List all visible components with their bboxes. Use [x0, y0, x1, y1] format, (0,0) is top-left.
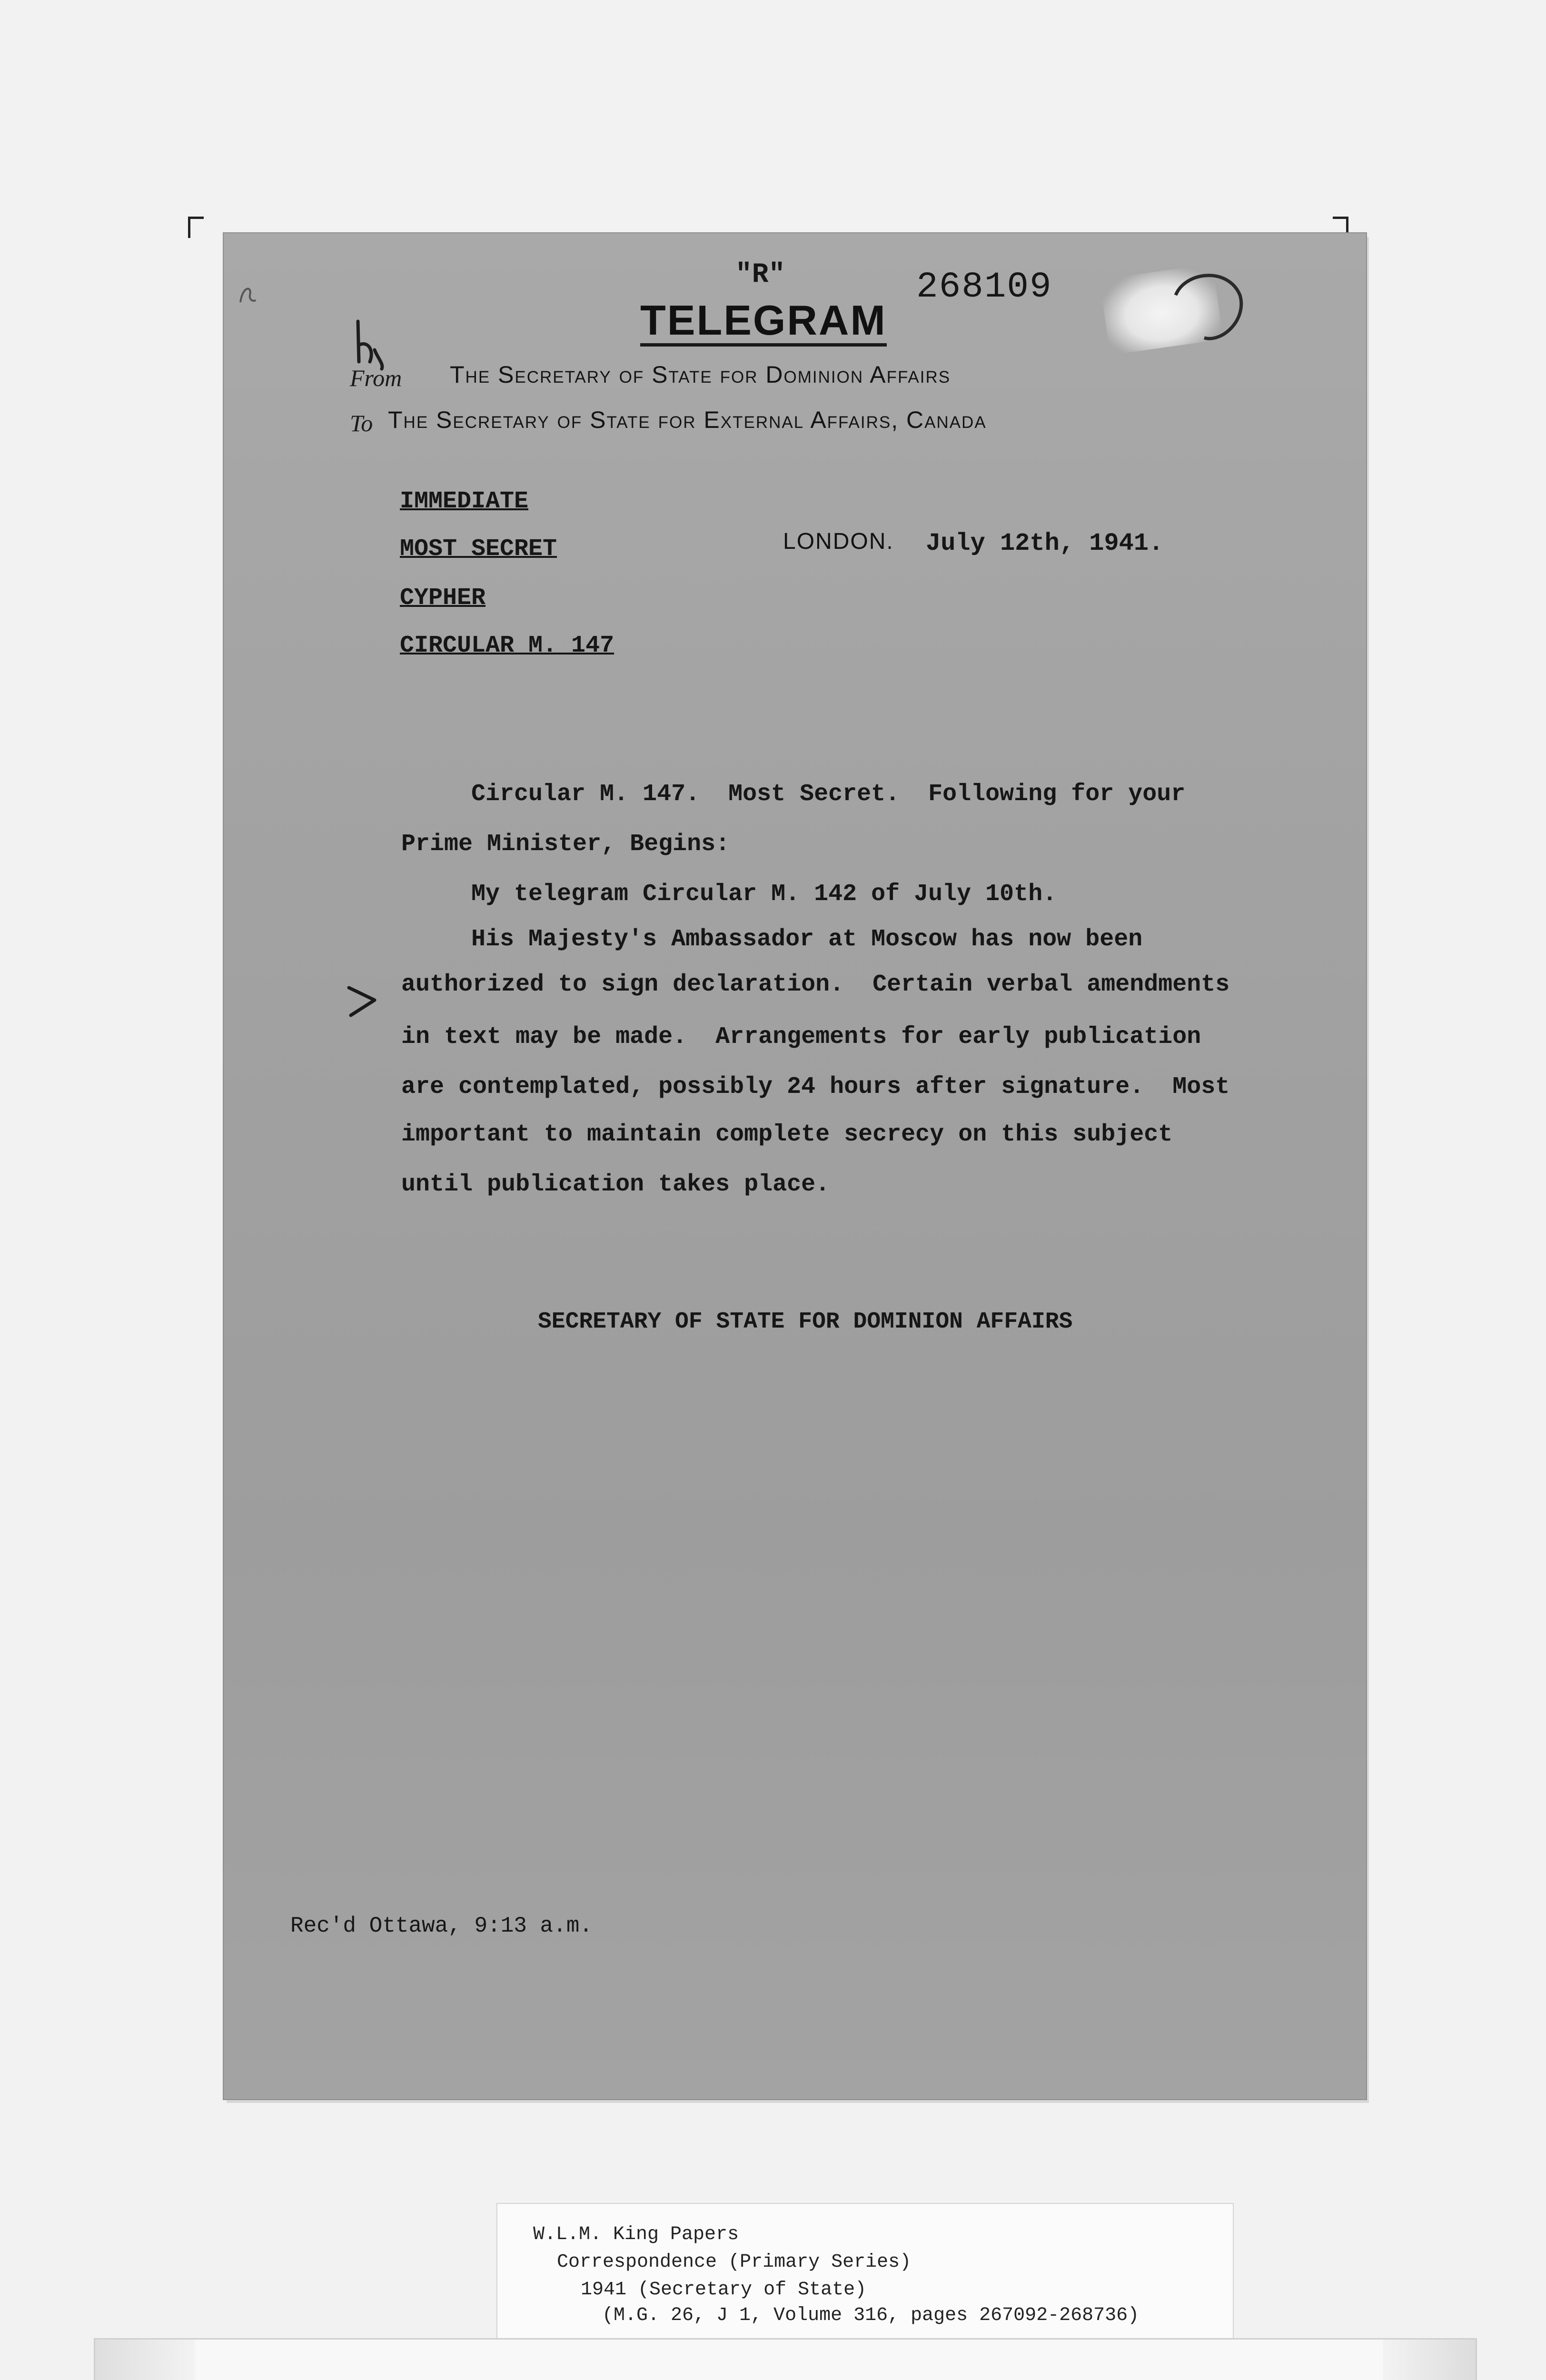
classification-line: MOST SECRET: [400, 536, 557, 563]
slip-line: Correspondence (Primary Series): [557, 2251, 912, 2273]
from-label: From: [350, 365, 402, 391]
slip-line: (M.G. 26, J 1, Volume 316, pages 267092-268736): [602, 2305, 1140, 2326]
body-line: until publication takes place.: [401, 1171, 830, 1198]
body-line: Circular M. 147. Most Secret. Following for your: [471, 781, 1186, 808]
body-line: His Majesty's Ambassador at Moscow has now been: [471, 926, 1143, 953]
body-line: are contemplated, possibly 24 hours after signature. Most: [401, 1073, 1230, 1101]
stamp-ring-mark: [1157, 267, 1247, 352]
to-value: The Secretary of State for External Affairs, Canada: [388, 407, 987, 433]
origin-place: LONDON.: [783, 529, 894, 554]
body-line: in text may be made. Arrangements for early publication: [401, 1023, 1201, 1051]
telegram-sheet: [224, 233, 1366, 2099]
body-line: important to maintain complete secrecy on this subject: [401, 1121, 1173, 1148]
received-note: Rec'd Ottawa, 9:13 a.m.: [290, 1914, 593, 1938]
slip-line: W.L.M. King Papers: [533, 2224, 739, 2245]
handwritten-arrow-icon: [345, 983, 383, 1021]
classification-r-mark: "R": [735, 259, 785, 290]
archive-card: [95, 2340, 1476, 2380]
classification-line: CYPHER: [400, 585, 486, 612]
slip-line: 1941 (Secretary of State): [581, 2279, 867, 2301]
classification-line: IMMEDIATE: [400, 488, 529, 515]
reference-slip: [497, 2204, 1233, 2342]
classification-line: CIRCULAR M. 147: [400, 632, 614, 659]
body-line: authorized to sign declaration. Certain verbal amendments: [401, 971, 1230, 998]
card-right-edge: [1383, 2340, 1476, 2380]
card-left-edge: [95, 2340, 195, 2380]
crop-mark-left: [188, 217, 204, 238]
telegram-date: July 12th, 1941.: [926, 529, 1164, 557]
to-label: To: [350, 410, 373, 436]
from-value: The Secretary of State for Dominion Affairs: [450, 361, 951, 388]
body-line: Prime Minister, Begins:: [401, 831, 730, 858]
signature-line: SECRETARY OF STATE FOR DOMINION AFFAIRS: [538, 1309, 1073, 1335]
body-line: My telegram Circular M. 142 of July 10th.: [471, 881, 1057, 908]
document-number: 268109: [916, 267, 1052, 307]
telegram-title: TELEGRAM: [640, 298, 887, 347]
handwritten-corner-mark: [236, 281, 259, 309]
